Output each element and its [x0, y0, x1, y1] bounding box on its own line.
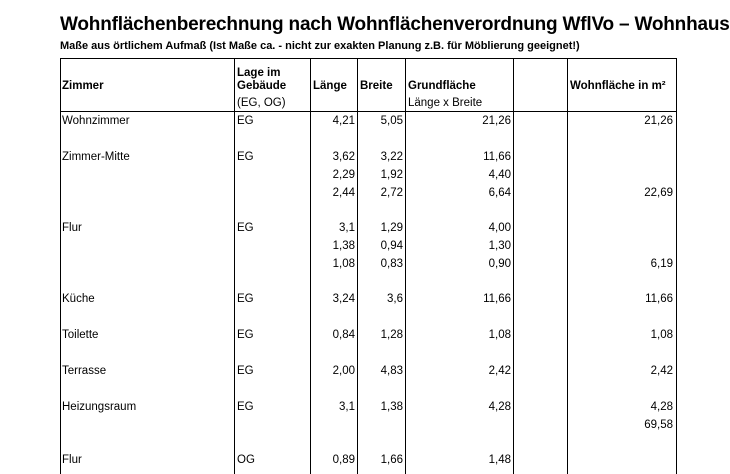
cell-lage: EG [237, 115, 254, 127]
cell-zimmer: Heizungsraum [62, 401, 137, 413]
header-lage-line2: Gebäude [237, 80, 287, 92]
cell-grundflaeche: 4,40 [488, 169, 511, 181]
cell-lage: EG [237, 222, 254, 234]
cell-breite: 5,05 [380, 115, 403, 127]
cell-lage: EG [237, 365, 254, 377]
cell-grundflaeche: 4,00 [488, 222, 511, 234]
cell-grundflaeche: 1,30 [488, 240, 511, 252]
cell-grundflaeche: 4,28 [488, 401, 511, 413]
cell-breite: 1,38 [380, 401, 403, 413]
cell-laenge: 1,08 [332, 258, 355, 270]
cell-grundflaeche: 11,66 [483, 293, 511, 305]
cell-zimmer: Wohnzimmer [62, 115, 130, 127]
page-title: Wohnflächenberechnung nach Wohnflächenverordnung WflVo – Wohnhaus [60, 14, 730, 35]
header-lage-line1: Lage im [237, 67, 281, 79]
cell-laenge: 2,00 [332, 365, 355, 377]
cell-wohnflaeche: 22,69 [644, 187, 673, 199]
cell-breite: 0,94 [380, 240, 403, 252]
cell-laenge: 3,62 [332, 151, 355, 163]
cell-zimmer: Toilette [62, 329, 99, 341]
cell-laenge: 2,44 [332, 187, 355, 199]
cell-grundflaeche: 0,90 [488, 258, 511, 270]
cell-breite: 2,72 [380, 187, 403, 199]
cell-laenge: 2,29 [332, 169, 355, 181]
header-grundflaeche-sub: Länge x Breite [408, 97, 483, 109]
cell-laenge: 3,1 [339, 222, 355, 234]
header-zimmer: Zimmer [62, 80, 104, 92]
cell-zimmer: Terrasse [62, 365, 107, 377]
cell-grundflaeche: 11,66 [483, 151, 511, 163]
cell-wohnflaeche: 21,26 [644, 115, 673, 127]
cell-wohnflaeche: 1,08 [650, 329, 673, 341]
table-header-border [60, 111, 676, 112]
cell-laenge: 4,21 [332, 115, 355, 127]
cell-breite: 3,22 [380, 151, 403, 163]
header-breite: Breite [360, 80, 393, 92]
col-divider-lage [234, 58, 235, 474]
page-subtitle: Maße aus örtlichem Aufmaß (Ist Maße ca. - nicht zur exakten Planung z.B. für Möblierung geeignet!) [60, 40, 580, 52]
cell-lage: EG [237, 293, 254, 305]
header-lage-sub: (EG, OG) [237, 97, 286, 109]
cell-wohnflaeche: 4,28 [650, 401, 673, 413]
cell-breite: 1,66 [380, 454, 403, 466]
cell-zimmer: Küche [62, 293, 95, 305]
cell-grundflaeche: 1,48 [488, 454, 511, 466]
cell-grundflaeche: 2,42 [488, 365, 511, 377]
cell-breite: 1,28 [380, 329, 403, 341]
cell-zimmer: Flur [62, 222, 82, 234]
cell-wohnflaeche: 11,66 [645, 293, 673, 305]
cell-breite: 0,83 [380, 258, 403, 270]
cell-lage: EG [237, 329, 254, 341]
cell-laenge: 3,24 [332, 293, 355, 305]
cell-lage: EG [237, 151, 254, 163]
table-right-border [676, 58, 677, 474]
cell-breite: 1,92 [380, 169, 403, 181]
table-top-border [60, 58, 676, 59]
cell-laenge: 0,89 [332, 454, 355, 466]
cell-wohnflaeche: 2,42 [650, 365, 673, 377]
cell-breite: 4,83 [380, 365, 403, 377]
cell-zimmer: Zimmer-Mitte [62, 151, 130, 163]
header-wohnflaeche: Wohnfläche in m² [570, 80, 666, 92]
cell-grundflaeche: 6,64 [488, 187, 511, 199]
cell-zimmer: Flur [62, 454, 82, 466]
table-left-border [60, 58, 61, 474]
col-divider-spacer [513, 58, 514, 474]
cell-lage: EG [237, 401, 254, 413]
cell-laenge: 3,1 [339, 401, 355, 413]
cell-grundflaeche: 1,08 [488, 329, 511, 341]
header-grundflaeche: Grundfläche [408, 80, 476, 92]
cell-grundflaeche: 21,26 [482, 115, 511, 127]
header-laenge: Länge [313, 80, 347, 92]
cell-wohnflaeche: 6,19 [650, 258, 673, 270]
cell-breite: 1,29 [380, 222, 403, 234]
cell-laenge: 1,38 [332, 240, 355, 252]
cell-wohnflaeche-total: 69,58 [644, 419, 673, 431]
cell-breite: 3,6 [387, 293, 403, 305]
cell-laenge: 0,84 [332, 329, 355, 341]
cell-lage: OG [237, 454, 255, 466]
